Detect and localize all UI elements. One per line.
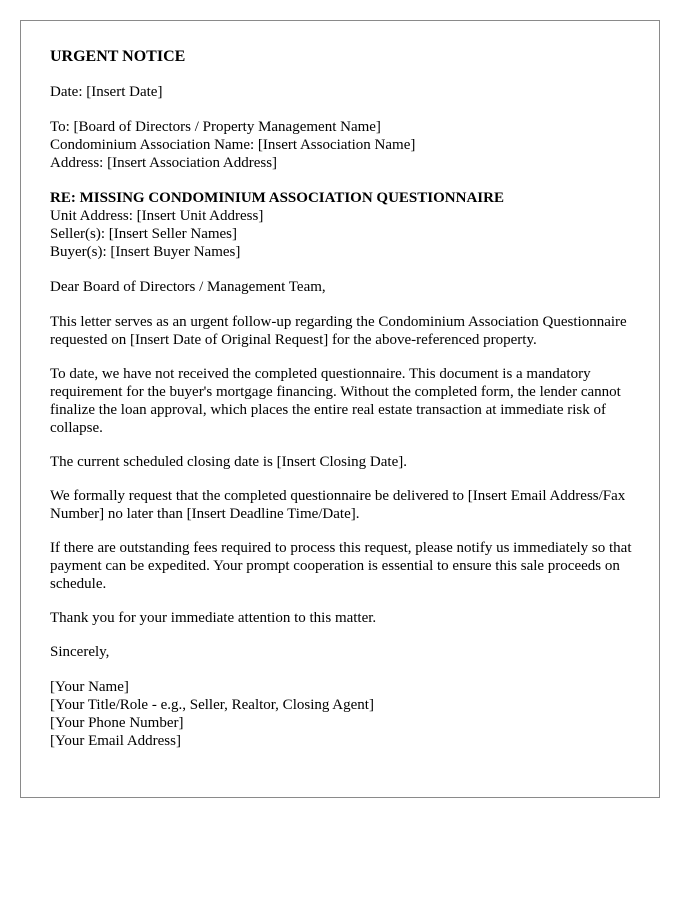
recipient-block	[50, 118, 640, 172]
signature-title-role: [Your Title/Role - e.g., Seller, Realtor, Closing Agent]	[50, 697, 374, 713]
body-paragraph-fees: If there are outstanding fees required to process this request, please notify us immediately so that payment can be expedited. Your prompt cooperation is essential to ensure this sale proceeds on schedule.	[50, 540, 632, 592]
signature-block	[50, 678, 640, 750]
subject-sellers: Seller(s): [Insert Seller Names]	[50, 226, 238, 242]
body-paragraph-closing-date: The current scheduled closing date is [Insert Closing Date].	[50, 454, 407, 470]
body-paragraph-intro: This letter serves as an urgent follow-up regarding the Condominium Association Questionnaire requested on [Insert Date of Original Request] for the above-referenced property.	[50, 314, 627, 348]
subject-re-line: RE: MISSING CONDOMINIUM ASSOCIATION QUESTIONNAIRE	[50, 190, 504, 206]
subject-buyers: Buyer(s): [Insert Buyer Names]	[50, 244, 241, 260]
date-line: Date: [Insert Date]	[50, 84, 163, 100]
recipient-to: To: [Board of Directors / Property Management Name]	[50, 119, 381, 135]
letter-title: URGENT NOTICE	[50, 48, 186, 65]
signature-name: [Your Name]	[50, 679, 129, 695]
signature-email: [Your Email Address]	[50, 733, 181, 749]
body-paragraph-request: We formally request that the completed questionnaire be delivered to [Insert Email Address/Fax Number] no later than [Insert Deadline Time/Date].	[50, 488, 626, 522]
closing-line: Sincerely,	[50, 644, 110, 660]
body-paragraph-status: To date, we have not received the completed questionnaire. This document is a mandatory requirement for the buyer's mortgage financing. Without the completed form, the lender cannot finalize the loan approval, which places the entire real estate transaction at immediate risk of collapse.	[50, 366, 621, 436]
salutation: Dear Board of Directors / Management Team,	[50, 279, 326, 295]
body-paragraph-thanks: Thank you for your immediate attention to this matter.	[50, 610, 377, 626]
subject-block	[50, 189, 640, 261]
letter-body	[50, 48, 640, 750]
signature-phone: [Your Phone Number]	[50, 715, 184, 731]
subject-unit-address: Unit Address: [Insert Unit Address]	[50, 208, 264, 224]
letter-frame	[20, 20, 660, 798]
recipient-association: Condominium Association Name: [Insert Association Name]	[50, 137, 416, 153]
recipient-address: Address: [Insert Association Address]	[50, 155, 278, 171]
